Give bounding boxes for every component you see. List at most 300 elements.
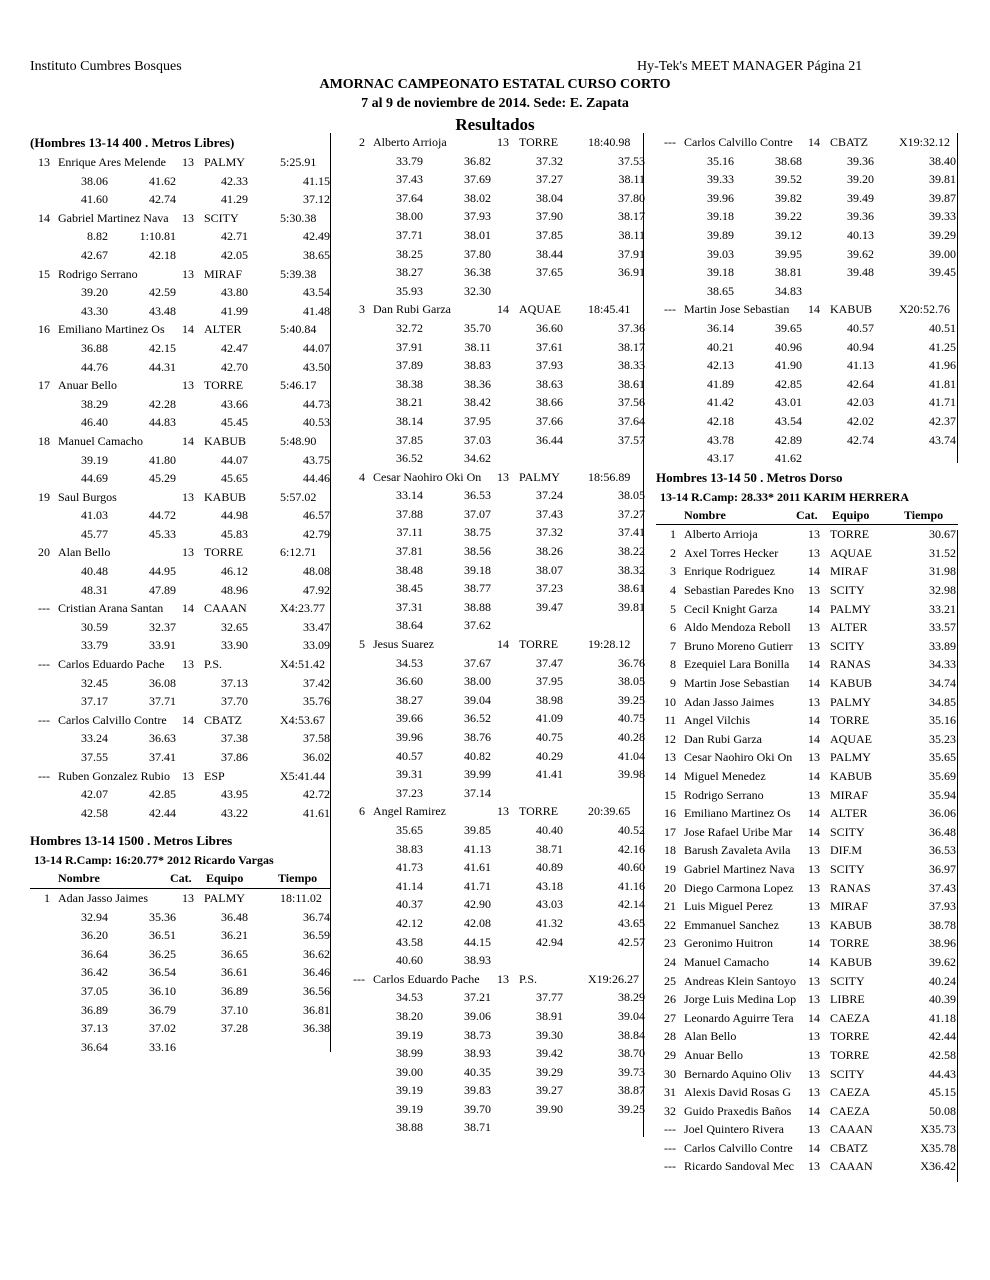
team-code: PALMY: [204, 155, 245, 169]
split-time: 43.58: [396, 934, 423, 949]
split-time: 40.52: [618, 822, 645, 837]
split-time: 32.45: [81, 675, 108, 690]
split-time: 47.89: [149, 582, 176, 597]
swimmer-name: Alberto Arrioja: [373, 135, 447, 149]
split-time: 34.83: [775, 283, 802, 298]
split-time: 36.56: [303, 983, 330, 998]
split-times-row: [345, 561, 643, 580]
split-time: 39.19: [81, 452, 108, 467]
final-time: 41.18: [929, 1010, 956, 1025]
split-time: 38.05: [618, 488, 645, 503]
place: 8: [670, 657, 676, 672]
swimmer-category: 13: [808, 1085, 820, 1100]
swimmer-result-row: [656, 1046, 958, 1065]
split-time: 39.85: [464, 822, 491, 837]
swimmer-result-row: [656, 1083, 958, 1102]
split-time: 39.62: [847, 246, 874, 261]
split-time: 41.61: [464, 860, 491, 875]
split-time: 43.74: [929, 432, 956, 447]
split-time: 43.78: [707, 432, 734, 447]
final-time: X4:23.77: [280, 601, 325, 616]
place: ---: [664, 1122, 676, 1137]
swimmer-result-row: [656, 972, 958, 991]
final-time: 33.89: [929, 638, 956, 653]
split-time: 40.89: [536, 860, 563, 875]
team-code: PALMY: [830, 694, 871, 709]
split-time: 38.07: [536, 562, 563, 577]
split-time: 37.66: [536, 413, 563, 428]
split-time: 38.63: [536, 376, 563, 391]
swimmer-name: Gabriel Martinez Nava: [684, 861, 795, 876]
swimmer-name: Cecil Knight Garza: [684, 601, 778, 616]
split-time: 36.60: [396, 674, 423, 689]
final-time: 35.94: [929, 787, 956, 802]
split-time: 39.29: [929, 227, 956, 242]
split-time: 36.46: [303, 965, 330, 980]
team-code: TORRE: [519, 804, 559, 819]
split-times-row: [345, 672, 643, 691]
split-times-row: [345, 1063, 643, 1082]
team-code: CBATZ: [204, 712, 243, 727]
place: 3: [670, 564, 676, 579]
split-time: 39.87: [929, 190, 956, 205]
swimmer-category: 13: [497, 804, 509, 819]
split-time: 36.82: [464, 153, 491, 168]
split-time: 36.21: [221, 928, 248, 943]
split-times-row: [30, 982, 330, 1001]
split-times-row: [656, 245, 958, 264]
split-time: 39.20: [847, 172, 874, 187]
split-times-row: [345, 728, 643, 747]
split-time: 35.36: [149, 909, 176, 924]
place: 1: [44, 890, 50, 905]
split-time: 40.48: [81, 564, 108, 579]
split-time: 37.05: [81, 983, 108, 998]
split-times-row: [30, 562, 330, 581]
team-code: KABUB: [830, 954, 873, 969]
swimmer-result-row: [656, 916, 958, 935]
split-time: 37.07: [464, 506, 491, 521]
split-time: 34.53: [396, 990, 423, 1005]
final-time: 44.43: [929, 1066, 956, 1081]
split-times-row: [345, 1118, 643, 1137]
swimmer-result-row: [30, 488, 330, 507]
split-times-row: [656, 207, 958, 226]
split-time: 37.41: [618, 525, 645, 540]
final-time: 18:40.98: [588, 135, 631, 149]
swimmer-name: Anuar Bello: [58, 378, 117, 393]
split-time: 35.70: [464, 320, 491, 335]
split-time: 41.32: [536, 915, 563, 930]
place: 28: [664, 1029, 676, 1044]
split-time: 38.77: [464, 581, 491, 596]
split-time: 39.99: [464, 767, 491, 782]
final-time: 34.33: [929, 657, 956, 672]
split-time: 39.29: [536, 1064, 563, 1079]
split-time: 37.64: [618, 413, 645, 428]
split-time: 38.65: [707, 283, 734, 298]
split-time: 38.17: [618, 339, 645, 354]
final-time: 34.85: [929, 694, 956, 709]
place: 17: [38, 378, 50, 393]
split-time: 41.14: [396, 878, 423, 893]
swimmer-result-row: [656, 300, 958, 319]
split-time: 36.76: [618, 655, 645, 670]
team-code: TORRE: [519, 637, 559, 652]
split-time: 38.81: [775, 265, 802, 280]
split-time: 36.60: [536, 320, 563, 335]
split-times-row: [345, 691, 643, 710]
team-code: SCITY: [830, 973, 865, 988]
split-time: 33.14: [396, 488, 423, 503]
split-time: 41.71: [929, 395, 956, 410]
split-time: 38.21: [396, 395, 423, 410]
place: 14: [664, 769, 676, 783]
split-time: 37.12: [303, 192, 330, 207]
split-times-row: [345, 542, 643, 561]
team-code: TORRE: [830, 1029, 870, 1044]
split-times-row: [345, 821, 643, 840]
swimmer-result-row: [656, 618, 958, 637]
column-divider: [957, 530, 958, 1182]
place: 20: [664, 880, 676, 895]
split-time: 42.72: [303, 787, 330, 802]
split-time: 37.77: [536, 990, 563, 1005]
split-time: 36.62: [303, 946, 330, 961]
split-times-row: [656, 412, 958, 431]
swimmer-name: Jorge Luis Medina Lop: [684, 992, 797, 1007]
split-time: 41.41: [536, 767, 563, 782]
split-times-row: [30, 748, 330, 767]
team-code: RANAS: [830, 880, 871, 895]
swimmer-result-row: [656, 581, 958, 600]
split-time: 42.14: [618, 897, 645, 912]
split-times-row: [30, 618, 330, 637]
split-time: 37.86: [221, 750, 248, 764]
place: 4: [670, 583, 676, 598]
swimmer-category: 14: [182, 433, 194, 448]
split-time: 38.11: [618, 227, 645, 242]
split-times-row: [345, 654, 643, 673]
swimmer-result-row: [30, 543, 330, 562]
swimmer-name: Carlos Eduardo Pache: [373, 971, 480, 986]
split-times-row: [30, 1019, 330, 1038]
split-time: 42.71: [221, 229, 248, 244]
split-time: 37.85: [536, 227, 563, 242]
header-category: Cat.: [170, 871, 192, 886]
split-time: 42.74: [149, 192, 176, 207]
split-time: 37.11: [396, 525, 423, 540]
split-time: 39.25: [618, 692, 645, 707]
swimmer-category: 14: [808, 564, 820, 579]
swimmer-result-row: [656, 730, 958, 749]
split-time: 38.11: [464, 339, 491, 354]
swimmer-result-row: [656, 711, 958, 730]
split-time: 41.80: [149, 452, 176, 467]
split-time: 42.08: [464, 915, 491, 930]
split-times-row: [656, 356, 958, 375]
split-time: 42.85: [149, 787, 176, 802]
final-time: 6:12.71: [280, 545, 317, 560]
team-code: MIRAF: [830, 564, 869, 579]
swimmer-category: 13: [182, 890, 194, 905]
team-code: AQUAE: [519, 302, 561, 317]
split-time: 40.57: [396, 748, 423, 763]
split-times-row: [345, 877, 643, 896]
split-time: 48.08: [303, 564, 330, 579]
split-time: 42.89: [775, 432, 802, 447]
final-time: 36.06: [929, 806, 956, 821]
split-time: 8.82: [87, 229, 108, 244]
split-time: 36.64: [81, 946, 108, 961]
split-time: 33.09: [303, 638, 330, 653]
split-time: 37.85: [396, 432, 423, 447]
final-time: 20:39.65: [588, 804, 631, 819]
split-times-row: [345, 338, 643, 357]
header-name: Nombre: [58, 871, 100, 886]
header-team: Equipo: [206, 871, 244, 886]
place: ---: [38, 712, 50, 727]
swimmer-category: 14: [808, 135, 820, 149]
place: ---: [664, 1159, 676, 1174]
split-time: 38.75: [464, 525, 491, 540]
split-time: 39.33: [929, 209, 956, 224]
split-time: 36.79: [149, 1002, 176, 1017]
swimmer-category: 13: [182, 768, 194, 783]
swimmer-category: 13: [182, 489, 194, 504]
place: 7: [670, 638, 676, 653]
split-time: 33.79: [81, 638, 108, 653]
swimmer-category: 13: [808, 787, 820, 802]
split-times-row: [345, 1044, 643, 1063]
team-code: SCITY: [830, 638, 865, 653]
split-time: 38.32: [618, 562, 645, 577]
split-time: 36.89: [81, 1002, 108, 1017]
split-times-row: [345, 765, 643, 784]
split-time: 37.14: [464, 785, 491, 800]
split-time: 38.44: [536, 246, 563, 261]
split-times-row: [345, 412, 643, 431]
split-time: 39.18: [464, 562, 491, 577]
split-times-row: [30, 1038, 330, 1057]
split-time: 41.15: [303, 173, 330, 188]
team-code: TORRE: [830, 527, 870, 542]
swimmer-category: 14: [808, 657, 820, 672]
split-times-row: [30, 451, 330, 470]
swimmer-name: Luis Miguel Perez: [684, 899, 773, 914]
header-time: Tiempo: [904, 507, 944, 522]
split-time: 37.90: [536, 209, 563, 224]
split-times-row: [656, 375, 958, 394]
place: ---: [664, 302, 676, 317]
split-time: 38.42: [464, 395, 491, 410]
split-time: 38.71: [464, 1120, 491, 1135]
split-time: 38.93: [464, 953, 491, 968]
split-times-row: [30, 963, 330, 982]
place: 4: [359, 469, 365, 484]
swimmer-category: 13: [808, 973, 820, 988]
final-time: 45.15: [929, 1085, 956, 1100]
split-time: 39.96: [396, 730, 423, 744]
place: 15: [664, 787, 676, 802]
split-time: 41.09: [536, 711, 563, 726]
place: 13: [38, 155, 50, 169]
split-time: 37.95: [536, 674, 563, 689]
final-time: 33.57: [929, 620, 956, 635]
split-times-row: [656, 282, 958, 301]
split-time: 39.33: [707, 172, 734, 187]
split-time: 39.89: [707, 227, 734, 242]
split-times-row: [656, 319, 958, 338]
split-time: 36.38: [303, 1021, 330, 1036]
split-time: 38.61: [618, 581, 645, 596]
swimmer-category: 14: [808, 1010, 820, 1025]
split-time: 37.89: [396, 358, 423, 373]
split-time: 33.91: [149, 638, 176, 653]
final-time: 35.65: [929, 750, 956, 765]
split-time: 39.82: [775, 190, 802, 205]
split-time: 39.70: [464, 1101, 491, 1116]
split-times-row: [30, 283, 330, 302]
swimmer-result-row: [30, 711, 330, 730]
swimmer-result-row: [656, 544, 958, 563]
split-times-row: [345, 1100, 643, 1119]
split-time: 40.51: [929, 320, 956, 335]
split-times-row: [345, 598, 643, 617]
place: ---: [664, 135, 676, 149]
swimmer-category: 14: [182, 322, 194, 337]
swimmer-category: 13: [497, 469, 509, 484]
split-time: 36.89: [221, 983, 248, 998]
split-time: 37.53: [618, 153, 645, 168]
swimmer-category: 13: [808, 694, 820, 709]
swimmer-result-row: [656, 860, 958, 879]
split-time: 41.48: [303, 303, 330, 318]
split-times-row: [30, 413, 330, 432]
team-code: TORRE: [830, 713, 870, 728]
split-time: 36.53: [464, 488, 491, 503]
results-column-1: [30, 133, 330, 1056]
team-code: SCITY: [830, 861, 865, 876]
swimmer-result-row: [656, 953, 958, 972]
split-time: 38.98: [536, 692, 563, 707]
swimmer-category: 14: [497, 302, 509, 317]
split-time: 37.61: [536, 339, 563, 354]
place: 25: [664, 973, 676, 988]
team-code: TORRE: [830, 936, 870, 951]
split-time: 46.57: [303, 508, 330, 523]
split-time: 39.12: [775, 227, 802, 242]
final-time: 38.78: [929, 917, 956, 932]
split-time: 38.17: [618, 209, 645, 224]
split-time: 43.01: [775, 395, 802, 410]
swimmer-name: Jesus Suarez: [373, 637, 434, 652]
split-time: 40.75: [618, 711, 645, 726]
split-time: 36.25: [149, 946, 176, 961]
split-time: 42.37: [929, 413, 956, 428]
split-time: 39.03: [707, 246, 734, 261]
split-time: 42.12: [396, 915, 423, 930]
swimmer-name: Carlos Eduardo Pache: [58, 657, 165, 672]
split-time: 36.08: [149, 675, 176, 690]
team-code: TORRE: [204, 378, 244, 393]
split-time: 41.81: [929, 376, 956, 391]
final-time: 39.62: [929, 954, 956, 969]
place: 23: [664, 936, 676, 951]
split-times-row: [345, 431, 643, 450]
split-time: 39.90: [536, 1101, 563, 1116]
split-time: 38.20: [396, 1008, 423, 1023]
split-times-row: [656, 170, 958, 189]
swimmer-result-row: [345, 635, 643, 654]
swimmer-result-row: [656, 841, 958, 860]
split-time: 38.91: [536, 1008, 563, 1023]
split-times-row: [30, 945, 330, 964]
swimmer-result-row: [30, 767, 330, 786]
split-time: 44.73: [303, 396, 330, 411]
swimmer-result-row: [656, 767, 958, 786]
swimmer-name: Alan Bello: [58, 545, 111, 560]
swimmer-category: 13: [808, 527, 820, 542]
split-times-row: [30, 339, 330, 358]
split-time: 40.35: [464, 1064, 491, 1079]
split-time: 37.13: [221, 675, 248, 690]
split-time: 38.38: [396, 376, 423, 391]
swimmer-category: 14: [808, 824, 820, 839]
swimmer-category: 14: [808, 1140, 820, 1155]
swimmer-name: Leonardo Aguirre Tera: [684, 1010, 794, 1025]
split-times-row: [345, 505, 643, 524]
swimmer-name: Guido Praxedis Baños: [684, 1103, 792, 1118]
split-times-row: [345, 449, 643, 468]
swimmer-category: 13: [808, 899, 820, 914]
split-time: 36.59: [303, 928, 330, 943]
split-time: 33.79: [396, 153, 423, 168]
split-time: 37.64: [396, 190, 423, 205]
split-time: 36.42: [81, 965, 108, 980]
split-time: 44.15: [464, 934, 491, 949]
split-times-row: [345, 282, 643, 301]
split-time: 36.54: [149, 965, 176, 980]
swimmer-category: 14: [808, 954, 820, 969]
split-time: 37.03: [464, 432, 491, 447]
swimmer-name: Emiliano Martinez Os: [58, 322, 165, 337]
team-code: AQUAE: [830, 731, 872, 746]
swimmer-category: 14: [497, 637, 509, 652]
team-code: KABUB: [830, 769, 873, 783]
final-time: 37.43: [929, 880, 956, 895]
team-code: KABUB: [830, 676, 873, 691]
split-time: 37.88: [396, 506, 423, 521]
swimmer-result-row: [656, 786, 958, 805]
split-times-row: [345, 226, 643, 245]
split-time: 36.20: [81, 928, 108, 943]
swimmer-category: 13: [808, 880, 820, 895]
split-time: 39.81: [929, 172, 956, 187]
swimmer-category: 14: [182, 712, 194, 727]
split-time: 39.95: [775, 246, 802, 261]
swimmer-result-row: [656, 600, 958, 619]
final-time: 5:40.84: [280, 322, 317, 337]
swimmer-result-row: [30, 599, 330, 618]
split-time: 39.04: [464, 692, 491, 707]
swimmer-result-row: [345, 970, 643, 989]
final-time: 36.48: [929, 824, 956, 839]
swimmer-category: 13: [808, 992, 820, 1007]
split-time: 43.54: [303, 285, 330, 300]
results-column-headers: [656, 506, 958, 526]
split-time: 37.31: [396, 599, 423, 614]
